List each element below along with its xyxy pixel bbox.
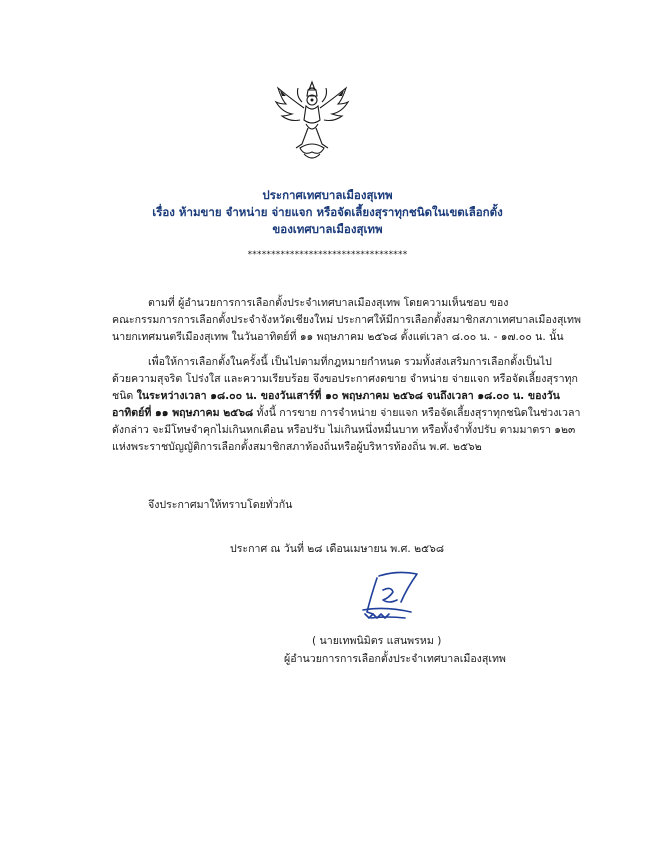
paragraph-line: คณะกรรมการการเลือกตั้งประจำจังหวัดเชียงใหม่ ประกาศให้มีการเลือกตั้งสมาชิกสภาเทศบาลเมืองสุเทพ	[112, 314, 581, 326]
paragraph-line	[112, 388, 560, 405]
announcement-title: ประกาศเทศบาลเมืองสุเทพ	[262, 188, 393, 202]
paragraph-line: นายกเทศมนตรีเมืองสุเทพ ในวันอาทิตย์ที่ ๑๑ พฤษภาคม ๒๕๖๘ ตั้งแต่เวลา ๘.๐๐ น. - ๑๗.๐๐ น. นั้น	[112, 331, 564, 343]
paragraph-text: ทั้งนี้ การขาย การจำหน่าย จ่ายแจก หรือจัดเลี้ยงสุราทุกชนิดในช่วงเวลา	[253, 407, 581, 419]
announcement-subject: เรื่อง ห้ามขาย จำหน่าย จ่ายแจก หรือจัดเลี้ยงสุราทุกชนิดในเขตเลือกตั้ง	[152, 205, 503, 219]
paragraph-line: ด้วยความสุจริต โปร่งใส และความเรียบร้อย จึงขอประกาศงดขาย จำหน่าย จ่ายแจก หรือจัดเลี้ยงสุราทุก	[112, 373, 578, 385]
signer-position: ผู้อำนวยการการเลือกตั้งประจำเทศบาลเมืองสุเทพ	[284, 653, 506, 665]
prohibition-period-end: อาทิตย์ที่ ๑๑ พฤษภาคม ๒๕๖๘	[112, 407, 254, 419]
announcement-subject-continued: ของเทศบาลเมืองสุเทพ	[272, 222, 383, 236]
paragraph-background	[112, 295, 581, 346]
garuda-emblem-icon	[272, 78, 352, 164]
paragraph-prohibition	[112, 354, 581, 456]
paragraph-line: เพื่อให้การเลือกตั้งในครั้งนี้ เป็นไปตามที่กฎหมายกำหนด รวมทั้งส่งเสริมการเลือกตั้งเป็นไป	[148, 356, 552, 368]
prohibition-period-start: ในระหว่างเวลา ๑๘.๐๐ น. ของวันเสาร์ที่ ๑๐ พฤษภาคม ๒๕๖๘ จนถึงเวลา ๑๘.๐๐ น. ของวัน	[136, 390, 560, 402]
announcement-date: ประกาศ ณ วันที่ ๒๘ เดือนเมษายน พ.ศ. ๒๕๖๘	[230, 543, 444, 555]
paragraph-line	[112, 405, 581, 422]
handwritten-signature-icon	[357, 566, 427, 628]
paragraph-line: ดังกล่าว จะมีโทษจำคุกไม่เกินหกเดือน หรือปรับ ไม่เกินหนึ่งหมื่นบาท หรือทั้งจำทั้งปรับ ตามมาตรา ๑๒๓	[112, 424, 576, 436]
paragraph-line: แห่งพระราชบัญญัติการเลือกตั้งสมาชิกสภาท้องถิ่นหรือผู้บริหารท้องถิ่น พ.ศ. ๒๕๖๒	[112, 441, 482, 453]
paragraph-line: ตามที่ ผู้อำนวยการการเลือกตั้งประจำเทศบาลเมืองสุเทพ โดยความเห็นชอบ ของ	[148, 297, 509, 309]
paragraph-text: ชนิด	[112, 390, 137, 402]
signer-name: ( นายเทพนิมิตร แสนพรหม )	[312, 635, 442, 647]
paragraph-closing: จึงประกาศมาให้ทราบโดยทั่วกัน	[148, 499, 293, 511]
separator: **********************************	[247, 250, 408, 260]
